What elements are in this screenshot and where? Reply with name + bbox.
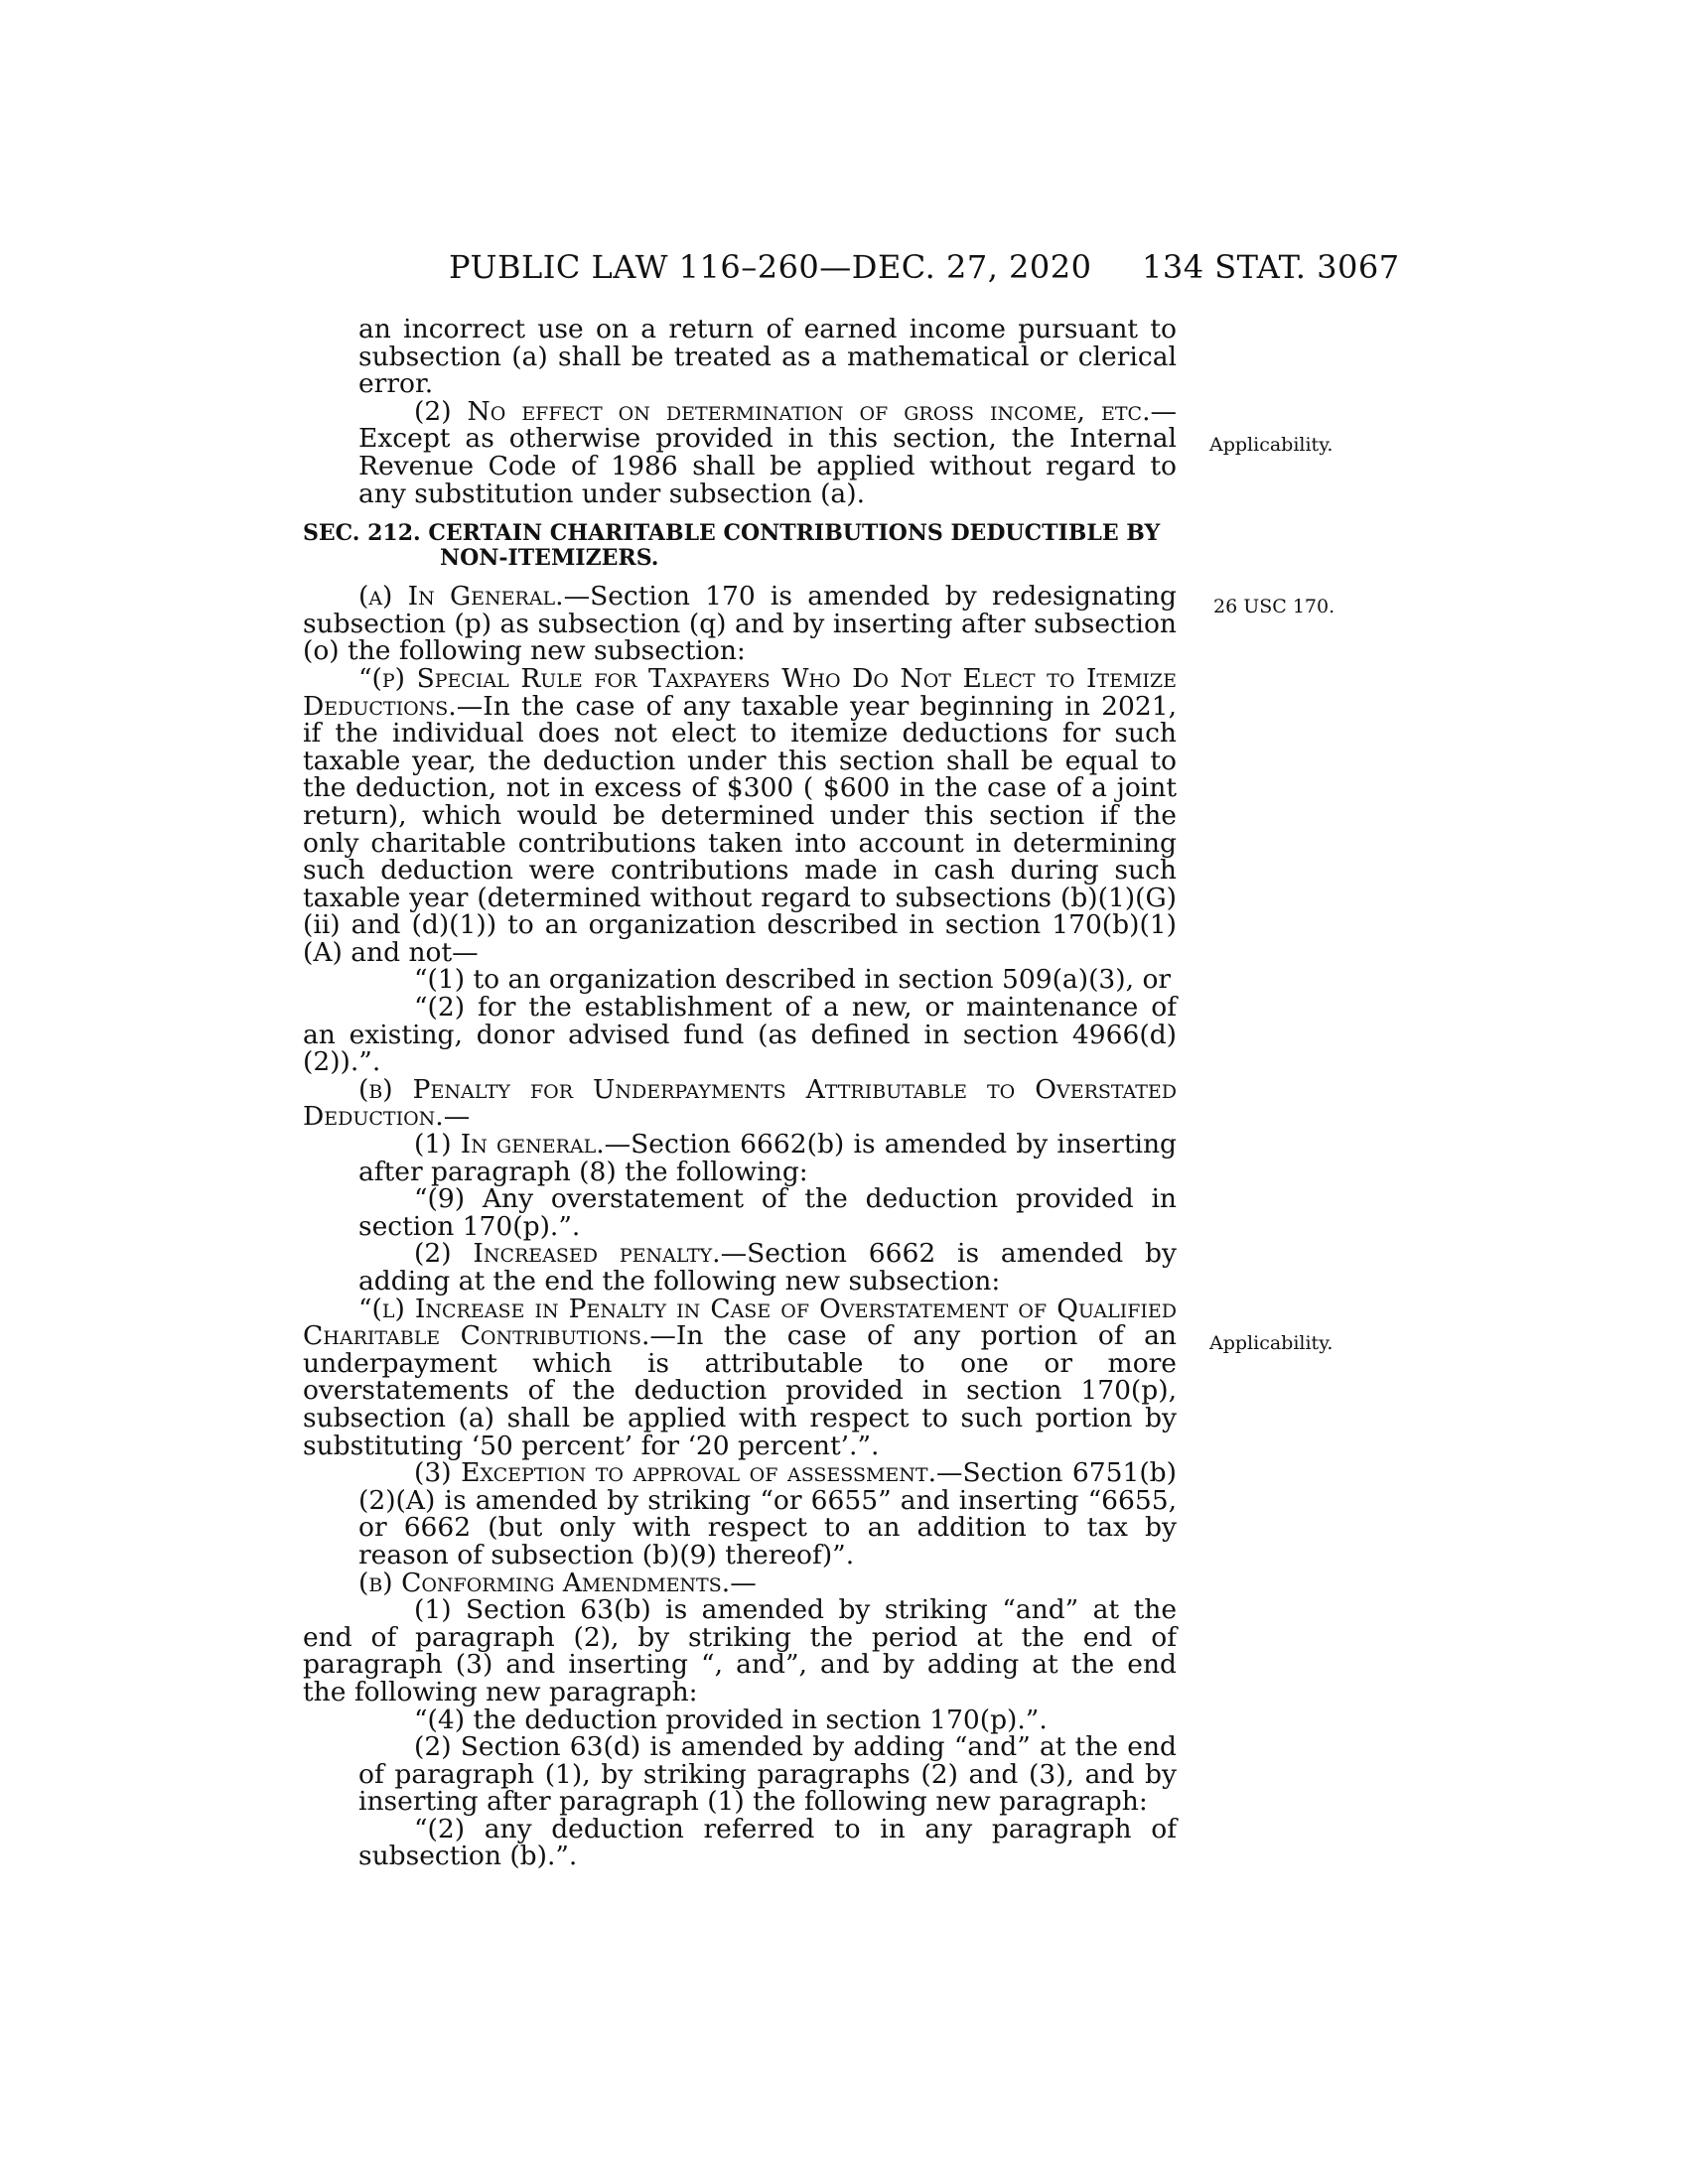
statute-page-number: 134 STAT. 3067 [1142, 248, 1400, 286]
running-title: PUBLIC LAW 116–260—DEC. 27, 2020 [449, 248, 1092, 286]
heading-dash: — [730, 1567, 757, 1598]
paragraph-heading: (2) No effect on determination of gross income, etc.— [414, 395, 1177, 427]
paragraph-heading: (1) In general. [414, 1129, 605, 1160]
paragraph-b2 [303, 1240, 1177, 1295]
quoted-paragraph-1: “(1) to an organization described in section 509(a)(3), or [414, 964, 1172, 996]
page-header [0, 248, 1688, 298]
body-text [303, 316, 1177, 1870]
paragraph-continued: an incorrect use on a return of earned income pursuant to subsection (a) shall be treated as a mathematical or clerical error. [358, 314, 1177, 400]
paragraph-heading: (2) Increased penalty. [414, 1238, 721, 1270]
margin-note-applicability: Applicability. [1209, 1332, 1334, 1354]
subsection-text: —Section 170 is amended by redesignating subsection (p) as subsection (q) and by inserting after subsection (o) the following new subsection: [303, 581, 1177, 667]
paragraph-heading: (3) Exception to approval of assessment. [414, 1457, 937, 1489]
section-heading-line-2: NON-ITEMIZERS. [440, 545, 659, 572]
quoted-paragraph-4: “(4) the deduction provided in section 170(p).”. [414, 1704, 1048, 1735]
paragraph-text: Except as otherwise provided in this section, the Internal Revenue Code of 1986 shall be applied without regard to any substitution under subsection (a). [358, 423, 1177, 509]
quoted-text: —In the case of any taxable year beginning in 2021, if the individual does not elect to itemize deductions for such taxable year, the deduction under this section shall be equal to the deduction, not in excess of $300 ( $600 in the case of a joint return), which would be determined under this section if the only charitable contributions taken into account in determining such deduction were contributions made in cash during such taxable year (determined without regard to subsections (b)(1)(G)(ii) and (d)(1)) to an organization described in section 170(b)(1)(A) and not— [303, 690, 1177, 968]
quoted-paragraph-2: “(2) for the establishment of a new, or maintenance of an existing, donor advised fund (as defined in section 4966(d)(2)).”. [303, 992, 1177, 1078]
paragraph-c2: (2) Section 63(d) is amended by adding “and” at the end of paragraph (1), by striking paragraphs (2) and (3), and by inserting after paragraph (1) the following new paragraph: [358, 1731, 1177, 1818]
quoted-paragraph-9: “(9) Any overstatement of the deduction provided in section 170(p).”. [358, 1183, 1177, 1242]
quoted-subsection-l [303, 1293, 1177, 1461]
paragraph-b1 [303, 1131, 1177, 1185]
quoted-subsection-p [303, 662, 1177, 968]
paragraph-text: —Section 6751(b)(2)(A) is amended by striking “or 6655” and inserting “6655, or 6662 (but only with respect to an addition to tax by reason of subsection (b)(9) thereof)”. [358, 1457, 1177, 1570]
subsection-heading: (b) Conforming Amendments. [358, 1567, 731, 1598]
subsection-a [303, 583, 1177, 665]
paragraph-text: —Section 6662(b) is amended by inserting after paragraph (8) the following: [358, 1129, 1178, 1187]
subsection-heading: (b) Penalty for Underpayments Attributable to Overstated Deduction. [303, 1073, 1177, 1133]
subsection-conforming [303, 1567, 1177, 1598]
paragraph-b3 [303, 1459, 1177, 1569]
paragraph-no-effect [303, 395, 1177, 509]
section-heading [303, 521, 1177, 571]
subsection-b [303, 1073, 1177, 1133]
quoted-text: —In the case of any portion of an underpayment which is attributable to one or more overstatements of the deduction provided in section 170(p), subsection (a) shall be applied with respect to such portion by substituting ‘50 percent’ for ‘20 percent’.”. [303, 1320, 1177, 1461]
quoted-heading: “(l) Increase in Penalty in Case of Overstatement of Qualified Charitable Contributions. [303, 1293, 1177, 1352]
quoted-paragraph-2-sub: “(2) any deduction referred to in any paragraph of subsection (b).”. [358, 1813, 1177, 1872]
section-heading-line-1: SEC. 212. CERTAIN CHARITABLE CONTRIBUTIONS DEDUCTIBLE BY [303, 520, 1161, 547]
subsection-heading: (a) In General. [358, 581, 564, 613]
margin-note-applicability: Applicability. [1209, 434, 1334, 456]
paragraph-c1: (1) Section 63(b) is amended by striking “and” at the end of paragraph (2), by striking the period at the end of paragraph (3) and inserting “, and”, and by adding at the end the following new paragraph: [303, 1594, 1177, 1707]
heading-dash: — [443, 1101, 471, 1133]
margin-note-usc: 26 USC 170. [1213, 596, 1336, 617]
quoted-heading: “(p) Special Rule for Taxpayers Who Do Not Elect to Itemize Deductions. [303, 662, 1177, 722]
paragraph-text: —Section 6662 is amended by adding at the end the following new subsection: [358, 1238, 1177, 1297]
